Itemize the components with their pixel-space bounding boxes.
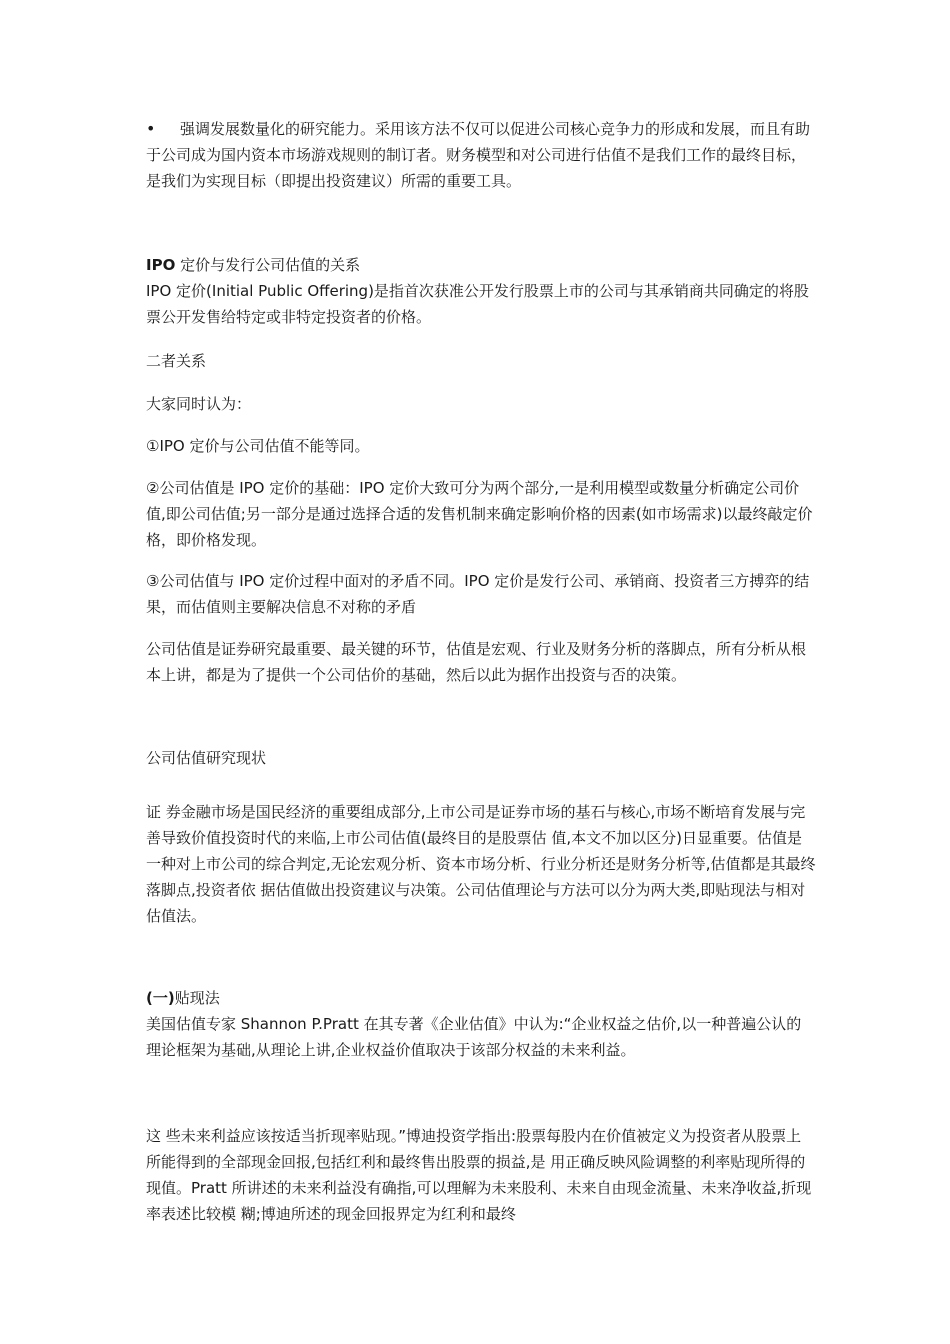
status-heading: 公司估值研究现状: [146, 749, 267, 767]
point-1: ①IPO 定价与公司估值不能等同。: [146, 437, 370, 455]
point-3: ③公司估值与 IPO 定价过程中面对的矛盾不同。IPO 定价是发行公司、承销商、投资者三方搏弈的结果，而估值则主要解决信息不对称的矛盾: [146, 572, 810, 616]
discount-paragraph-1: 美国估值专家 Shannon P.Pratt 在其专著《企业估值》中认为:“企业权益之估价,以一种普遍公认的理论框架为基础,从理论上讲,企业权益价值取决于该部分权益的未来利益。: [146, 1015, 802, 1059]
ipo-section-heading: [146, 252, 816, 278]
consensus-label: 大家同时认为：: [146, 395, 252, 413]
discount-heading-bold: (一): [146, 989, 175, 1007]
ipo-definition: IPO 定价(Initial Public Offering)是指首次获准公开发行股票上市的公司与其承销商共同确定的将股票公开发售给特定或非特定投资者的价格。: [146, 282, 809, 326]
status-body: 证 券金融市场是国民经济的重要组成部分,上市公司是证券市场的基石与核心,市场不断培育发展与完善导致价值投资时代的来临,上市公司估值(最终目的是股票估 值,本文不加以区分)日显重要。估值是一种对上市公司的综合判定,无论宏观分析、资本市场分析、行业分析还是财务分析等,估值都是其最终落脚点,投资者依 据估值做出投资建议与决策。公司估值理论与方法可以分为两大类,即贴现法与相对估值法。: [146, 803, 816, 925]
bullet-text: 强调发展数量化的研究能力。采用该方法不仅可以促进公司核心竞争力的形成和发展，而且有助于公司成为国内资本市场游戏规则的制订者。财务模型和对公司进行估值不是我们工作的最终目标，是我们为实现目标（即提出投资建议）所需的重要工具。: [146, 120, 811, 190]
discount-heading: [146, 985, 816, 1011]
relation-label: 二者关系: [146, 352, 207, 370]
bullet-paragraph: [146, 116, 816, 194]
point-2: ②公司估值是 IPO 定价的基础：IPO 定价大致可分为两个部分,一是利用模型或数量分析确定公司价值,即公司估值;另一部分是通过选择合适的发售机制来确定影响价格的因素(如市场需求)以最终敲定价格，即价格发现。: [146, 479, 813, 549]
ipo-heading-rest: 定价与发行公司估值的关系: [175, 256, 361, 274]
discount-paragraph-2: 这 些未来利益应该按适当折现率贴现。”博迪投资学指出:股票每股内在价值被定义为投资者从股票上所能得到的全部现金回报,包括红利和最终售出股票的损益,是 用正确反映风险调整的利率贴现所得的现值。Pratt 所讲述的未来利益没有确指,可以理解为未来股利、未来自由现金流量、未来净收益,折现率表述比较模 糊;博迪所述的现金回报界定为红利和最终: [146, 1127, 812, 1223]
discount-heading-rest: 贴现法: [174, 989, 220, 1007]
ipo-heading-bold: IPO: [146, 256, 176, 274]
valuation-summary: 公司估值是证券研究最重要、最关键的环节，估值是宏观、行业及财务分析的落脚点，所有分析从根本上讲，都是为了提供一个公司估价的基础，然后以此为据作出投资与否的决策。: [146, 640, 807, 684]
bullet-marker: •: [146, 119, 156, 138]
